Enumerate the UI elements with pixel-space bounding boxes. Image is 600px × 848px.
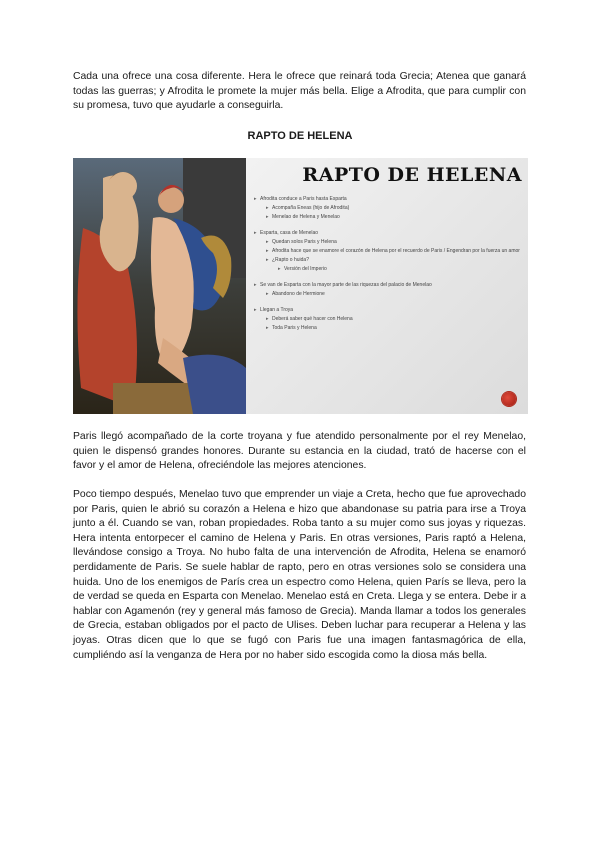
slide-bullet: ▸ Afrodita conduce a Paris hasta Esparta [254, 196, 522, 202]
slide-title: RAPTO DE HELENA [302, 164, 522, 186]
body-paragraph-2: Poco tiempo después, Menelao tuvo que emprender un viaje a Creta, hecho que fue aprovechado por Paris, quien le abrió su corazón a Helena e hizo que abandonase su patria para irse a Troya junto a él. Cuando se van, roban propiedades. Roba tanto a su mujer como sus joyas y riquezas. Hera intenta entorpecer el camino de Helena y Paris. En otras versiones, Paris raptó a Helena, llevándose consigo a Troya. No hubo falta de una intervención de Afrodita, Helena se enamoró perdidamente de Paris. Se suele hablar de rapto, pero en otras versiones solo se considera una huida. Uno de los enemigos de París crea un espectro como Helena, quien París se lleva, pero la de verdad se queda en Esparta con Menelao. Menelao está en Creta. Llega y se entera. Debe ir a hablar con Agamenón (rey y general más famoso de Grecia). Manda llamar a todos los generales de Grecia, estaban obligados por el pacto de Ulises. Deben luchar para recuperar a Helena y las joyas. Otras dicen que lo que se fugó con Paris fue una imagen fantasmagórica de ella, cumpliéndo así la venganza de Hera por no haber sido escogida como la diosa más bella. [73, 489, 526, 661]
slide-seal-icon [502, 392, 516, 406]
slide-image [246, 158, 528, 414]
slide-bullet: ▸ Toda Paris y Helena [266, 325, 522, 331]
helena-head [109, 172, 137, 200]
slide-bullet: ▸ Afrodita hace que se enamore el corazón de Helena por el recuerdo de Paris / Engendran por la fuerza un amor [266, 248, 522, 254]
slide-bullet: ▸ Versión del Imperio [278, 266, 522, 272]
slide-bullet: ▸ Menelao de Helena y Menelao [266, 214, 522, 220]
slide-bullet: ▸ Esparta, casa de Menelao [254, 230, 522, 236]
slide-bullet: ▸ ¿Rapto o huida? [266, 257, 522, 263]
slide-bullet: ▸ Acompaña Eneas (hijo de Afrodita) [266, 205, 522, 211]
painting-illustration [73, 158, 246, 414]
slide-bullet: ▸ Quedan solos Paris y Helena [266, 239, 522, 245]
slide-bullet: ▸ Se van de Esparta con la mayor parte de las riquezas del palacio de Menelao [254, 282, 522, 288]
blue-drape [183, 355, 246, 414]
intro-paragraph: Cada una ofrece una cosa diferente. Hera le ofrece que reinará toda Grecia; Atenea que ganará todas las guerras; y Afrodita le promete la mujer más bella. Elige a Afrodita, que para cumplir con su promesa, tuvo que ayudarle a conseguirla. [73, 71, 526, 112]
section-heading: RAPTO DE HELENA [247, 130, 353, 142]
paris-head [158, 187, 184, 213]
body-paragraph-1: Paris llegó acompañado de la corte troyana y fue atendido personalmente por el rey Menelao, quien le dispensó grandes honores. Durante su estancia en la ciudad, trató de hacerse con el favor y el amor de Helena, ofreciéndole las mejores atenciones. [73, 431, 526, 472]
slide-bullet: ▸ Deberá saber qué hacer con Helena [266, 316, 522, 322]
figure-image [73, 158, 528, 414]
slide-bullet: ▸ Llegan a Troya [254, 307, 522, 313]
slide-bullet-list [254, 196, 522, 331]
slide-bullet: ▸ Abandono de Hermione [266, 291, 522, 297]
